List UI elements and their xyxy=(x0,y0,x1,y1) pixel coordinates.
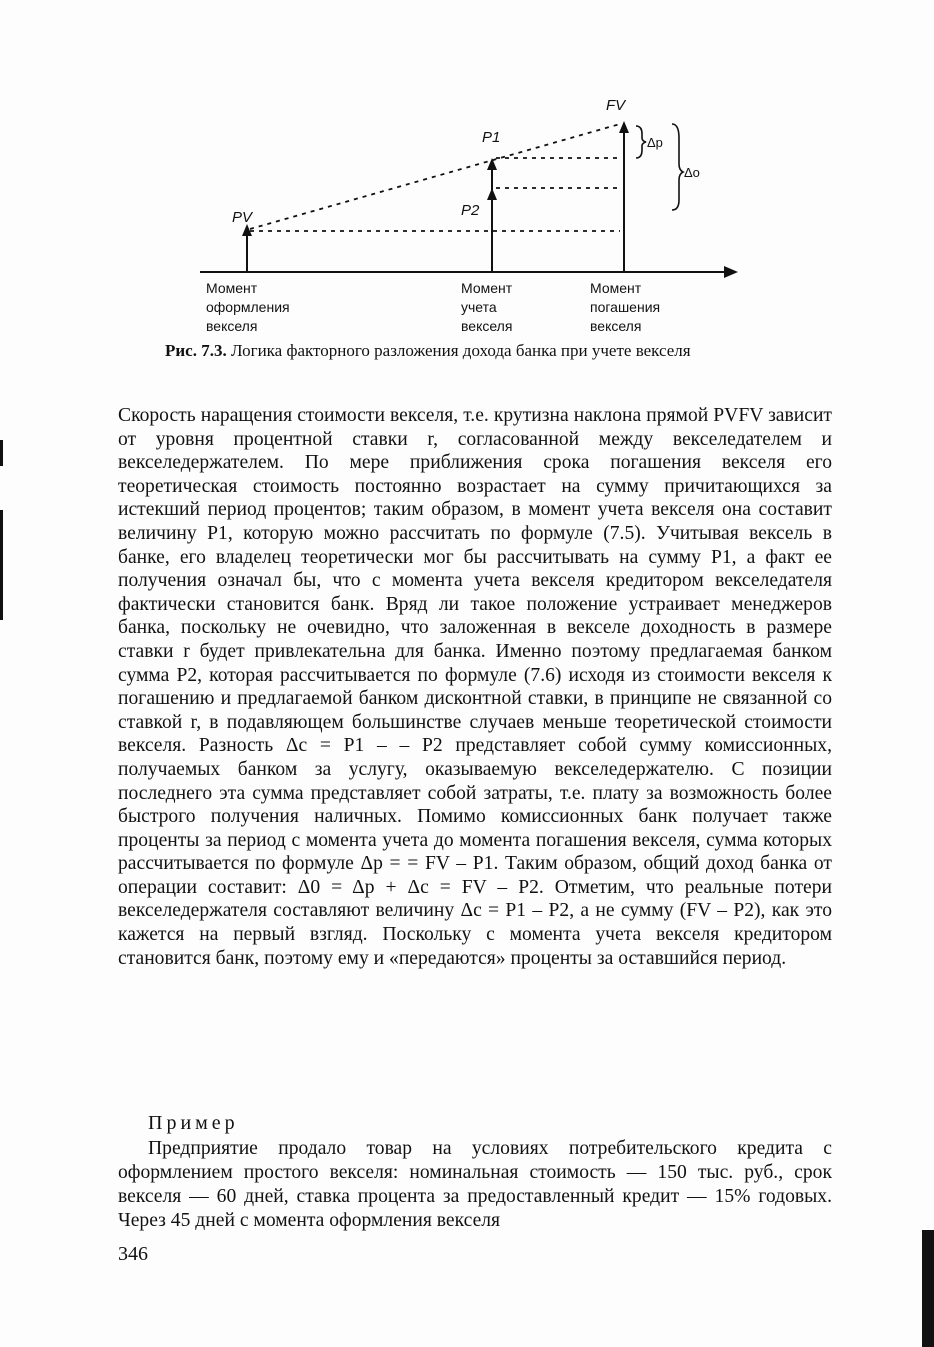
figure-caption-prefix: Рис. 7.3. xyxy=(165,341,227,360)
example-paragraph-block xyxy=(118,1137,832,1233)
delta-p-brace xyxy=(636,126,646,158)
discount-label-line-1: Момент xyxy=(461,280,513,296)
fv-label: FV xyxy=(606,97,626,114)
maturity-label-line-2: погашения xyxy=(590,299,661,315)
maturity-label-line-1: Момент xyxy=(590,280,642,296)
maturity-label-line-3: векселя xyxy=(590,318,642,334)
delta-p-label: Δp xyxy=(647,135,663,150)
body-paragraph: Скорость наращения стоимости векселя, т.е. крутизна наклона прямой PVFV зависит от уровня процентной ставки r, согласованной между векселедателем и векселедержателем. По мере приближения срока погашения векселя его теоретическая стоимость постоянно возрастает на сумму причитающихся за истекший период процентов; таким образом, в момент учета векселя она составит величину P1, которую можно рассчитать по формуле (7.5). Учитывая вексель в банке, его владелец теоретически мог бы рассчитывать на сумму P1, а факт ее получения означал бы, что с момента учета векселя кредитором векселедателя фактически становится банк. Вряд ли такое положение устраивает менеджеров банка, поскольку не очевидно, что заложенная в векселе доходность в размере ставки r будет привлекательна для банка. Именно поэтому предлагаемая банком сумма P2, которая рассчитывается по формуле (7.6) исходя из стоимости векселя к погашению и предлагаемой банком дисконтной ставки, в принципе не связанной со ставкой r, в подавляющем большинстве случаев меньше теоретической стоимости векселя. Разность Δc = P1 – – P2 представляет собой сумму комиссионных, получаемых банком за услугу, оказываемую векселедержателю. С позиции последнего эта сумма представляет собой затраты, т.е. плату за возможность более быстрого получения наличных. Помимо комиссионных банк получает также проценты за период с момента учета до момента погашения векселя, сумма которых рассчитывается по формуле Δp = = FV – P1. Таким образом, общий доход банка от операции составит: Δ0 = Δp + Δc = FV – P2. Отметим, что реальные потери векселедержателя составляют величину Δc = P1 – P2, а не сумму (FV – P2), как это кажется на первый взгляд. Поскольку с момента учета векселя кредитором становится банк, поэтому ему и «передаются» проценты за оставшийся период. xyxy=(118,405,832,969)
figure-caption-text: Логика факторного разложения дохода банка при учете векселя xyxy=(230,341,691,360)
page-number: 346 xyxy=(118,1243,148,1265)
delta-o-brace xyxy=(672,124,683,210)
pv-label: PV xyxy=(232,209,253,226)
fv-arrow xyxy=(619,121,629,133)
p2-label: P2 xyxy=(461,202,480,219)
left-margin-scan-mark-2 xyxy=(0,510,3,620)
pv-fv-growth-line xyxy=(250,124,620,229)
discount-label-line-3: векселя xyxy=(461,318,513,334)
issue-label-line-3: векселя xyxy=(206,318,258,334)
p1-label: P1 xyxy=(482,129,501,146)
issue-label-line-2: оформления xyxy=(206,299,290,315)
body-paragraph-block xyxy=(118,404,832,970)
left-margin-scan-mark xyxy=(0,440,3,466)
figure-caption xyxy=(165,341,805,361)
right-margin-scan-mark xyxy=(922,1230,934,1347)
discount-label-line-2: учета xyxy=(461,299,497,315)
issue-moment-label xyxy=(206,280,290,334)
issue-label-line-1: Момент xyxy=(206,280,258,296)
delta-o-label: Δo xyxy=(684,165,700,180)
discount-factor-diagram xyxy=(0,0,934,340)
maturity-moment-label xyxy=(590,280,660,334)
time-axis-arrow xyxy=(724,266,738,278)
discount-moment-label xyxy=(461,280,513,334)
example-paragraph: Предприятие продало товар на условиях потребительского кредита с оформлением простого векселя: номинальная стоимость — 150 тыс. руб., срок векселя — 60 дней, ставка процента за предоставленный кредит — 15% годовых. Через 45 дней с момента оформления векселя xyxy=(118,1138,832,1231)
example-heading: Пример xyxy=(148,1112,239,1134)
